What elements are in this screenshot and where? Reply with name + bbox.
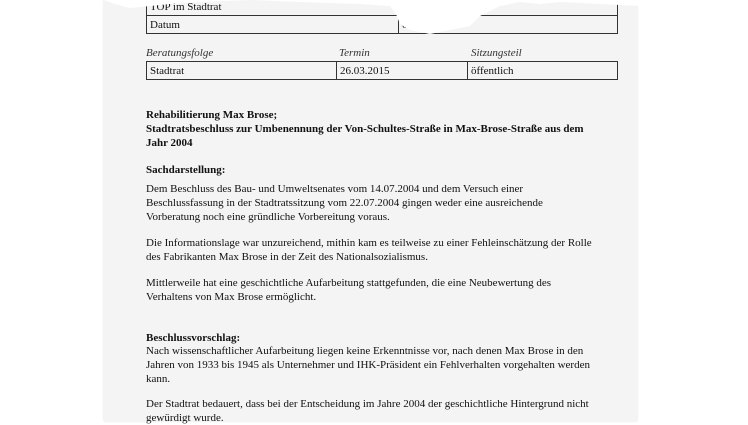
text-line: des Fabrikanten Max Brose in der Zeit des Nationalsozialismus. (146, 251, 428, 263)
beschlussvorschlag-paragraph (146, 344, 618, 386)
sachdarstellung-heading: Sachdarstellung: (146, 164, 226, 176)
sachdarstellung-paragraph (146, 236, 618, 264)
title-line: Stadtratsbeschluss zur Umbenennung der Von-Schultes-Straße in Max-Brose-Straße aus dem (146, 123, 584, 135)
header-label: TOP im Stadtrat (147, 0, 399, 16)
header-beratungsfolge: Beratungsfolge (146, 47, 214, 59)
text-line: Die Informationslage war unzureichend, mithin kam es teilweise zu einer Fehleinschätzung der Rolle (146, 237, 592, 249)
cell-sitzungsteil: öffentlich (468, 62, 618, 80)
sachdarstellung-paragraph (146, 182, 618, 224)
text-line: Dem Beschluss des Bau- und Umweltsenates vom 14.07.2004 und dem Versuch einer (146, 183, 524, 195)
text-line: gewürdigt wurde. (146, 412, 224, 424)
title-line: Rehabilitierung Max Brose; (146, 109, 278, 121)
cell-gremium: Stadtrat (147, 62, 337, 80)
text-line: Der Stadtrat bedauert, dass bei der Entscheidung im Jahre 2004 der geschichtliche Hintergrund nicht (146, 398, 589, 410)
text-line: kann. (146, 373, 171, 385)
document-title (146, 108, 618, 150)
text-line: Nach wissenschaftlicher Aufarbeitung liegen keine Erkenntnisse vor, nach denen Max Brose in den (146, 345, 584, 357)
header-label: Datum (147, 16, 399, 34)
cell-termin: 26.03.2015 (337, 62, 468, 80)
header-sitzungsteil: Sitzungsteil (471, 47, 522, 59)
beratungsfolge-table (146, 61, 618, 80)
text-line: Verhaltens von Max Brose ermöglicht. (146, 291, 317, 303)
table-row (147, 62, 618, 80)
sachdarstellung-paragraph (146, 276, 618, 304)
title-line: Jahr 2004 (146, 137, 193, 149)
beratungsfolge-header (146, 47, 618, 61)
beschlussvorschlag-heading: Beschlussvorschlag: (146, 332, 241, 344)
torn-edge (0, 0, 748, 40)
header-termin: Termin (339, 47, 370, 59)
text-line: Beschlussfassung in der Stadtratssitzung vom 22.07.2004 gingen weder eine ausreichende (146, 197, 543, 209)
text-line: Mittlerweile hat eine geschichtliche Aufarbeitung stattgefunden, die eine Neubewertung des (146, 277, 552, 289)
text-line: Jahren von 1933 bis 1945 als Unternehmer und IHK-Präsident ein Fehlverhalten vorgehalten werden (146, 359, 590, 371)
text-line: Vorberatung noch eine gründliche Vorbereitung voraus. (146, 211, 390, 223)
